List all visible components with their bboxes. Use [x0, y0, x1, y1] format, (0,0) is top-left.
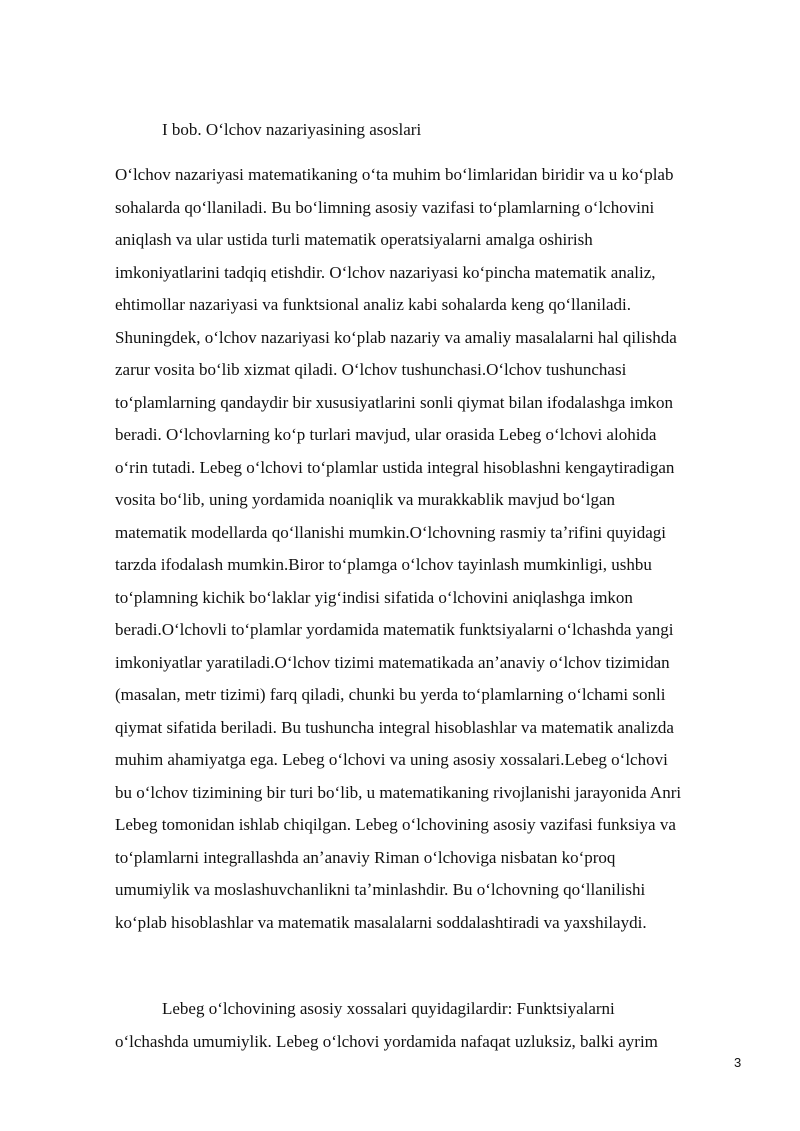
paragraph-1 — [115, 161, 755, 941]
text-line: bu oʻlchov tizimining bir turi boʻlib, u matematikaning rivojlanishi jarayonida Anri — [115, 782, 682, 802]
text-line: imkoniyatlar yaratiladi.Oʻlchov tizimi matematikada anʼanaviy oʻlchov tizimidan — [115, 652, 670, 672]
text-line: oʻrin tutadi. Lebeg oʻlchovi toʻplamlar ustida integral hisoblashni kengaytiradigan — [115, 457, 675, 477]
text-line: oʻlchashda umumiylik. Lebeg oʻlchovi yordamida nafaqat uzluksiz, balki ayrim — [115, 1031, 658, 1051]
text-line: umumiylik va moslashuvchanlikni taʼminlashdir. Bu oʻlchovning qoʻllanilishi — [115, 880, 646, 899]
text-line: tarzda ifodalash mumkin.Biror toʻplamga oʻlchov tayinlash mumkinligi, ushbu — [115, 555, 652, 574]
text-line: imkoniyatlarini tadqiq etishdir. Oʻlchov nazariyasi koʻpincha matematik analiz, — [115, 262, 656, 282]
text-line: ehtimollar nazariyasi va funktsional analiz kabi sohalarda keng qoʻllaniladi. — [115, 295, 631, 314]
paragraph-2 — [115, 995, 755, 1060]
text-line: koʻplab hisoblashlar va matematik masalalarni soddalashtiradi va yaxshilaydi. — [115, 912, 647, 932]
text-line: Lebeg oʻlchovining asosiy xossalari quyidagilardir: Funktsiyalarni — [162, 999, 615, 1018]
text-line: toʻplamlarni integrallashda anʼanaviy Riman oʻlchoviga nisbatan koʻproq — [115, 847, 616, 867]
text-line: Shuningdek, oʻlchov nazariyasi koʻplab nazariy va amaliy masalalarni hal qilishda — [115, 327, 677, 347]
text-line: beradi. Oʻlchovlarning koʻp turlari mavjud, ular orasida Lebeg oʻlchovi alohida — [115, 425, 657, 444]
text-line: Oʻlchov nazariyasi matematikaning oʻta muhim boʻlimlaridan biridir va u koʻplab — [115, 165, 674, 184]
text-line: Lebeg tomonidan ishlab chiqilgan. Lebeg oʻlchovining asosiy vazifasi funksiya va — [115, 815, 676, 834]
text-line: beradi.Oʻlchovli toʻplamlar yordamida matematik funktsiyalarni oʻlchashda yangi — [115, 620, 674, 639]
text-line: vosita boʻlib, uning yordamida noaniqlik va murakkablik mavjud boʻlgan — [115, 490, 615, 509]
text-line: toʻplamning kichik boʻlaklar yigʻindisi sifatida oʻlchovini aniqlashga imkon — [115, 587, 633, 607]
text-line: sohalarda qoʻllaniladi. Bu boʻlimning asosiy vazifasi toʻplamlarning oʻlchovini — [115, 197, 655, 217]
text-line: toʻplamlarning qandaydir bir xususiyatlarini sonli qiymat bilan ifodalashga imkon — [115, 392, 674, 412]
page-number: 3 — [734, 1055, 742, 1070]
text-line: qiymat sifatida beriladi. Bu tushuncha integral hisoblashlar va matematik analizda — [115, 717, 674, 737]
text-line: zarur vosita boʻlib xizmat qiladi. Oʻlchov tushunchasi.Oʻlchov tushunchasi — [115, 360, 627, 379]
chapter-heading: I bob. Oʻlchov nazariyasining asoslari — [162, 120, 422, 139]
text-line: matematik modellarda qoʻllanishi mumkin.Oʻlchovning rasmiy taʼrifini quyidagi — [115, 522, 666, 542]
text-line: muhim ahamiyatga ega. Lebeg oʻlchovi va uning asosiy xossalari.Lebeg oʻlchovi — [115, 750, 668, 769]
text-line: (masalan, metr tizimi) farq qiladi, chunki bu yerda toʻplamlarning oʻlchami sonli — [115, 685, 666, 704]
text-line: aniqlash va ular ustida turli matematik operatsiyalarni amalga oshirish — [115, 230, 593, 249]
